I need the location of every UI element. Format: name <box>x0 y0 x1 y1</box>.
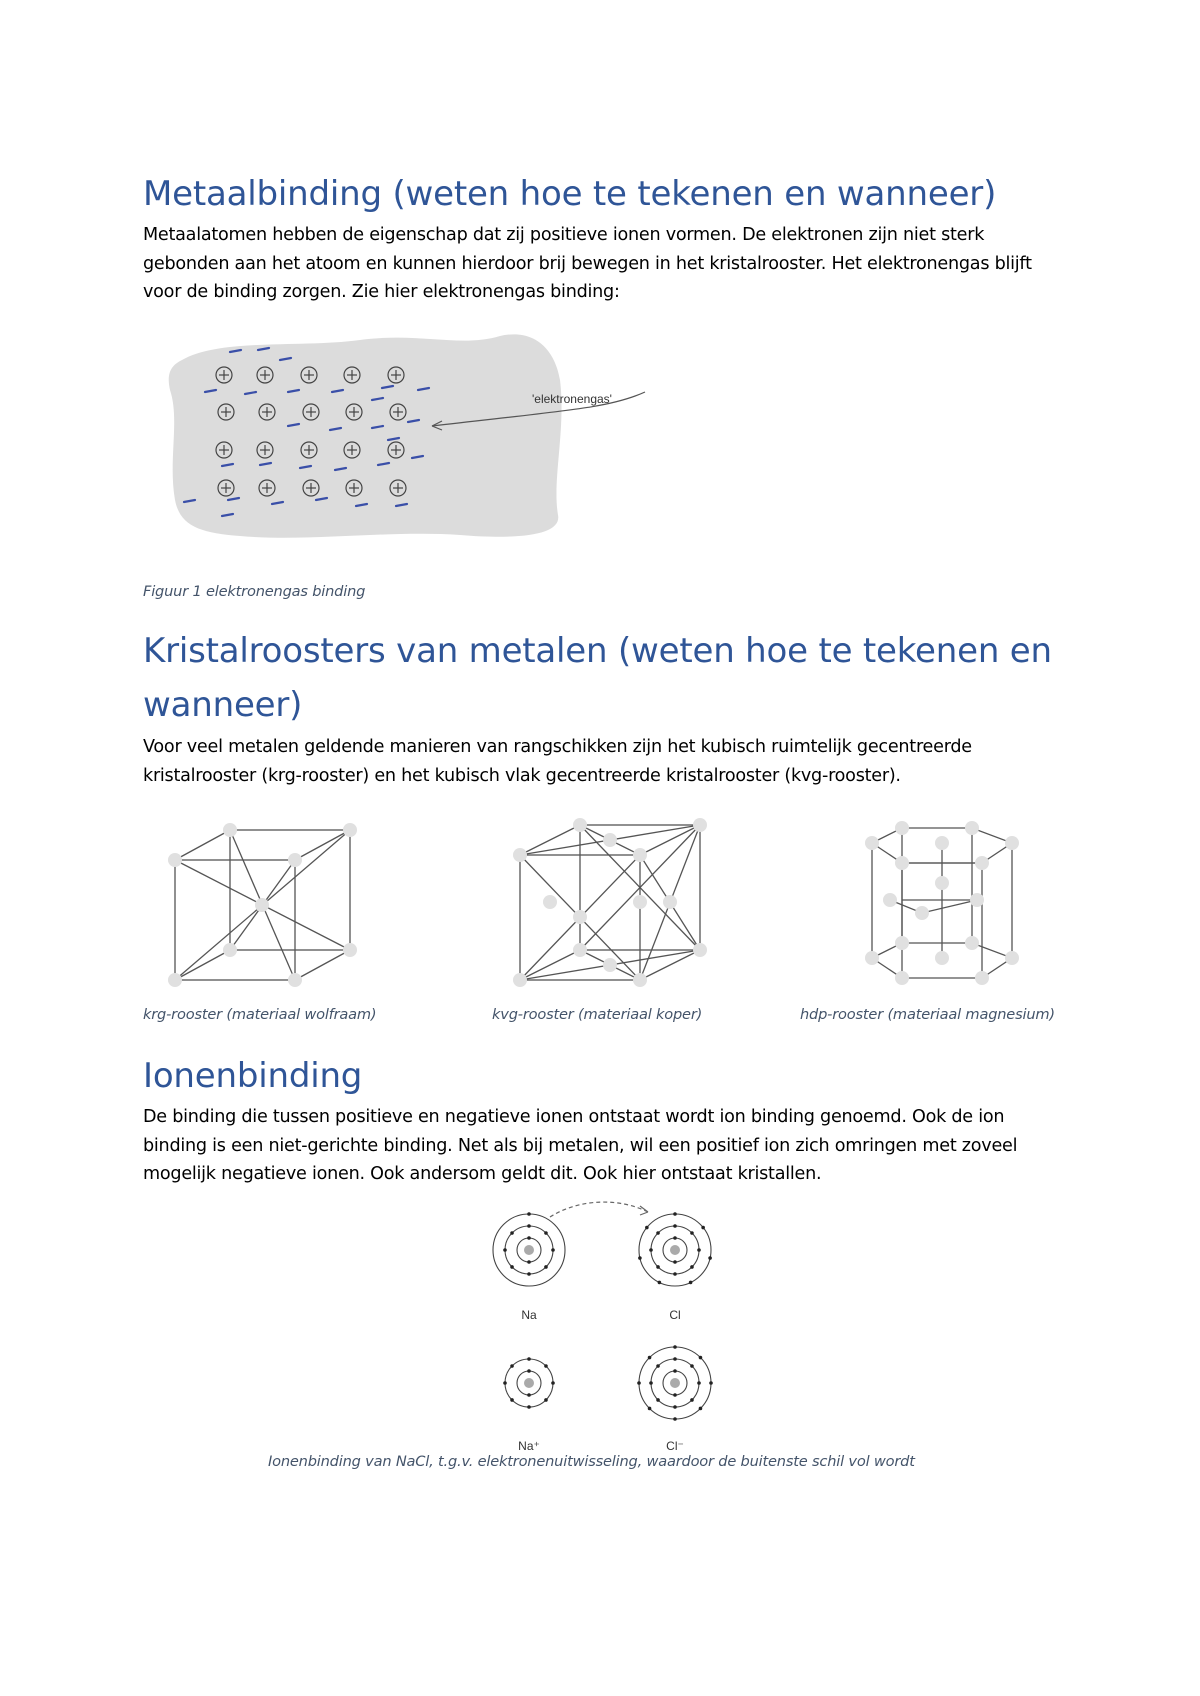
paragraph-metaalbinding: Metaalatomen hebben de eigenschap dat zij positieve ionen vormen. De elektronen zijn niet sterk gebonden aan het atoom en kunnen hierdoor brij bewegen in het kristalrooster. Het elektronengas blijft voor de binding zorgen. Zie hier elektronengas binding: <box>143 225 1032 302</box>
nacl-ion-figure <box>470 1200 730 1460</box>
krg-lattice-figure <box>165 820 365 990</box>
hdp-lattice-figure <box>862 818 1032 990</box>
caption-hdp: hdp-rooster (materiaal magnesium) <box>800 1006 1055 1023</box>
caption-nacl: Ionenbinding van NaCl, t.g.v. elektronenuitwisseling, waardoor de buitenste schil vol wordt <box>268 1453 915 1470</box>
caption-kvg: kvg-rooster (materiaal koper) <box>492 1006 703 1023</box>
atom-label-na: Na <box>521 1308 537 1322</box>
caption-figure-1: Figuur 1 elektronengas binding <box>143 583 366 600</box>
atom-cl-ion <box>637 1345 713 1421</box>
atom-label-na-ion: Na⁺ <box>518 1439 540 1453</box>
electron-gas-figure <box>160 330 680 550</box>
atom-na-ion <box>503 1357 555 1409</box>
heading-kristalroosters-line1: Kristalroosters van metalen (weten hoe te tekenen en <box>143 631 1052 671</box>
atom-label-cl-ion: Cl⁻ <box>666 1439 684 1453</box>
heading-ionenbinding: Ionenbinding <box>143 1056 363 1096</box>
paragraph-ionenbinding: De binding die tussen positieve en negatieve ionen ontstaat wordt ion binding genoemd. Ook de ion binding is een niet-gerichte binding. Net als bij metalen, wil een positief ion zich omringen met zoveel mogelijk negatieve ionen. Ook andersom geldt dit. Ook hier ontstaat kristallen. <box>143 1107 1018 1184</box>
paragraph-kristalroosters: Voor veel metalen geldende manieren van rangschikken zijn het kubisch ruimtelijk gecentreerde kristalrooster (krg-rooster) en het kubisch vlak gecentreerde kristalrooster (kvg-rooster). <box>143 737 972 786</box>
atom-na <box>493 1212 565 1286</box>
atom-label-cl: Cl <box>669 1308 681 1322</box>
electron-gas-label: 'elektronengas' <box>532 392 612 406</box>
caption-krg: krg-rooster (materiaal wolfraam) <box>143 1006 377 1023</box>
heading-metaalbinding: Metaalbinding (weten hoe te tekenen en wanneer) <box>143 174 997 214</box>
kvg-lattice-figure <box>510 815 710 990</box>
atom-cl <box>638 1212 712 1286</box>
heading-kristalroosters-line2: wanneer) <box>143 685 303 725</box>
